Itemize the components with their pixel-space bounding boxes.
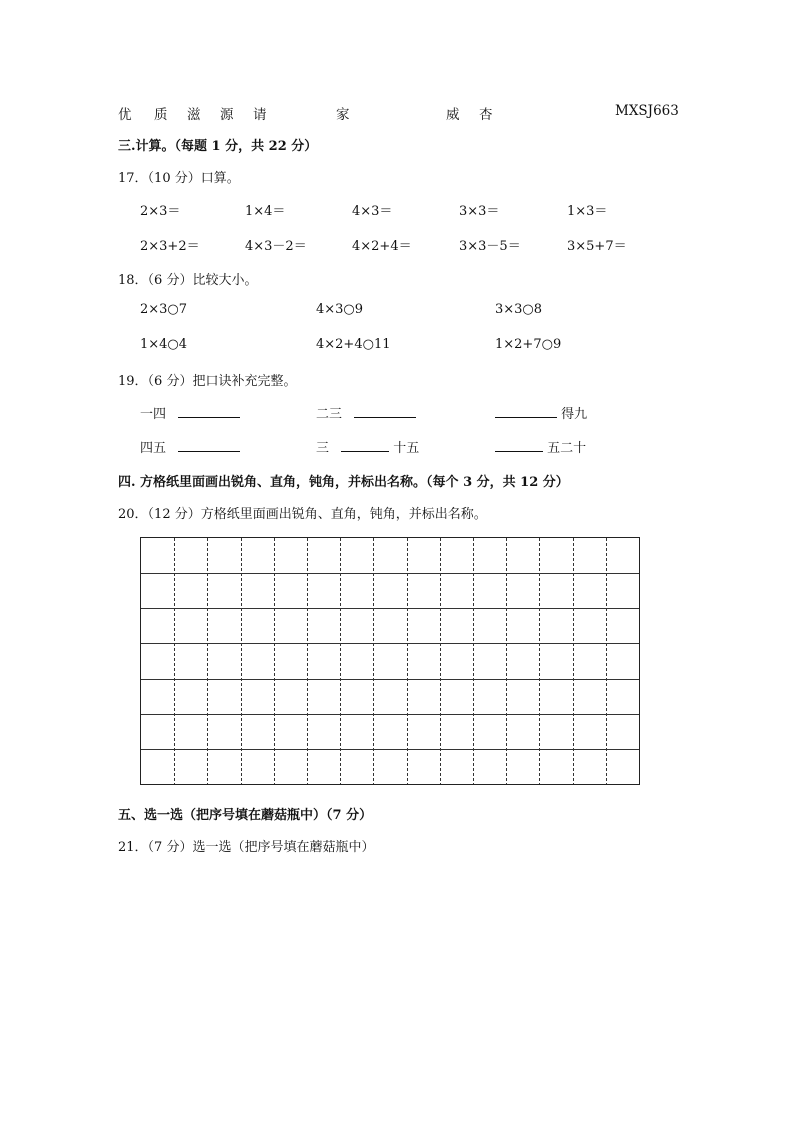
q18-row-2 xyxy=(0,337,794,357)
answer-blank[interactable] xyxy=(178,439,240,452)
q19-prefix: 二三 xyxy=(316,407,343,422)
header-code: MXSJ663 xyxy=(615,103,679,119)
grid-lines xyxy=(141,538,639,784)
q17-item: 1×4＝ xyxy=(245,204,286,219)
header-word: 质 xyxy=(154,107,168,123)
header-word: 威 xyxy=(446,107,460,123)
q17-item: 2×3＝ xyxy=(140,204,181,219)
answer-blank[interactable] xyxy=(341,439,389,452)
q17-item: 4×3－2＝ xyxy=(245,239,307,254)
question-17-title: 17．（10 分）口算。 xyxy=(118,171,240,186)
q19-item xyxy=(316,403,416,422)
answer-blank[interactable] xyxy=(495,405,557,418)
q17-item: 3×3＝ xyxy=(459,204,500,219)
header-word: 源 xyxy=(220,107,234,123)
q19-item xyxy=(140,437,240,456)
q19-item xyxy=(316,437,419,456)
section-5-title: 五、选一选（把序号填在蘑菇瓶中）（7 分） xyxy=(118,808,373,823)
q19-suffix: 十五 xyxy=(393,441,420,456)
q18-item: 4×3○9 xyxy=(316,302,364,317)
q19-item xyxy=(140,403,240,422)
q18-item: 4×2+4○11 xyxy=(316,337,391,352)
q17-row-1 xyxy=(0,200,794,220)
q19-prefix: 三 xyxy=(316,441,330,456)
q17-item: 1×3＝ xyxy=(567,204,608,219)
answer-blank[interactable] xyxy=(495,439,543,452)
question-19-title: 19．（6 分）把口诀补充完整。 xyxy=(118,374,297,389)
q19-suffix: 得九 xyxy=(561,407,588,422)
q18-item: 1×2+7○9 xyxy=(495,337,562,352)
q17-item: 4×2+4＝ xyxy=(352,239,412,254)
q19-row-1 xyxy=(0,403,794,423)
question-21-title: 21．（7 分）选一选（把序号填在蘑菇瓶中） xyxy=(118,840,375,855)
question-18-title: 18．（6 分）比较大小。 xyxy=(118,273,258,288)
header-word: 家 xyxy=(336,107,350,123)
q18-row-1 xyxy=(0,302,794,322)
q17-item: 2×3+2＝ xyxy=(140,239,200,254)
q19-item xyxy=(495,403,587,422)
header-word: 优 xyxy=(118,107,132,123)
q17-item: 3×5+7＝ xyxy=(567,239,627,254)
answer-blank[interactable] xyxy=(354,405,416,418)
question-20-title: 20．（12 分）方格纸里面画出锐角、直角，钝角，并标出名称。 xyxy=(118,507,487,522)
section-3-title: 三.计算。（每题 1 分，共 22 分） xyxy=(118,139,318,154)
q17-item: 4×3＝ xyxy=(352,204,393,219)
header-word: 请 xyxy=(253,107,267,123)
q19-prefix: 四五 xyxy=(140,441,167,456)
q19-suffix: 五二十 xyxy=(547,441,587,456)
q17-row-2 xyxy=(0,235,794,255)
drawing-grid[interactable] xyxy=(140,537,640,785)
q18-item: 2×3○7 xyxy=(140,302,188,317)
q18-item: 1×4○4 xyxy=(140,337,188,352)
header-word: 杏 xyxy=(479,107,493,123)
answer-blank[interactable] xyxy=(178,405,240,418)
q19-item xyxy=(495,437,586,456)
q18-item: 3×3○8 xyxy=(495,302,543,317)
q19-prefix: 一四 xyxy=(140,407,167,422)
header-word: 滋 xyxy=(187,107,201,123)
q17-item: 3×3－5＝ xyxy=(459,239,521,254)
q19-row-2 xyxy=(0,437,794,457)
section-4-title: 四. 方格纸里面画出锐角、直角，钝角，并标出名称。（每个 3 分，共 12 分） xyxy=(118,475,569,490)
